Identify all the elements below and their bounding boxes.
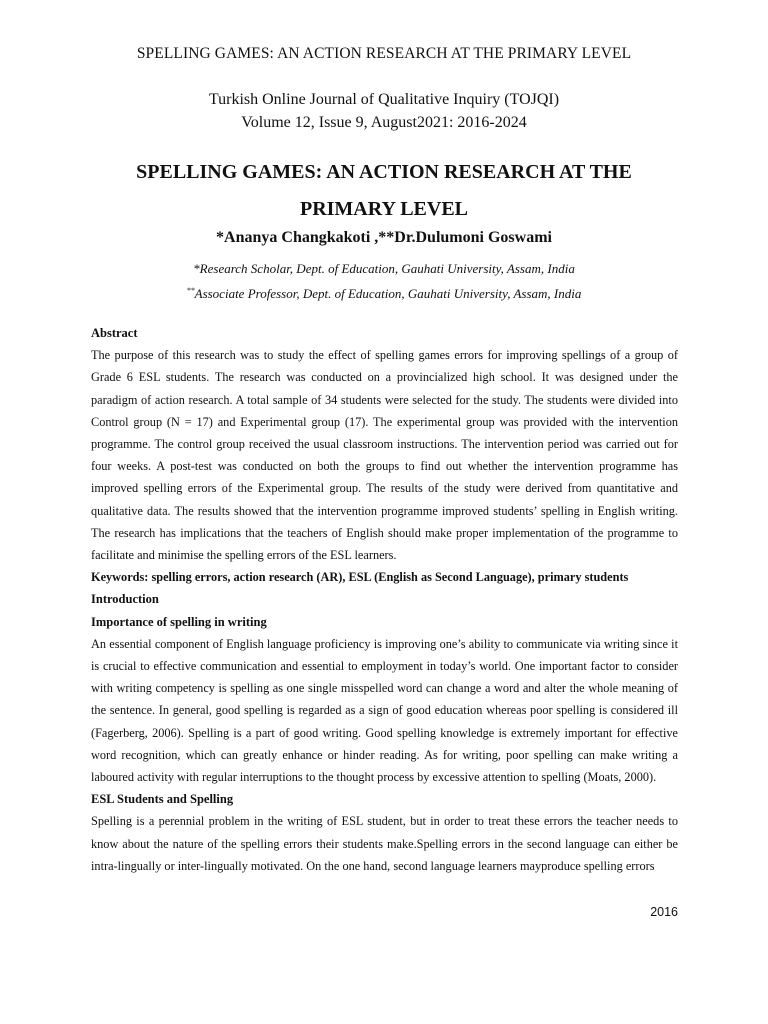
introduction-heading: Introduction: [91, 592, 159, 607]
article-title-line-2: PRIMARY LEVEL: [299, 198, 468, 220]
esl-section-heading: ESL Students and Spelling: [91, 792, 234, 807]
author-list: *Ananya Changkakoti ,**Dr.Dulumoni Goswami: [216, 229, 552, 246]
page-number: 2016: [650, 905, 678, 919]
spelling-importance-subheading: Importance of spelling in writing: [91, 614, 267, 629]
running-header: SPELLING GAMES: AN ACTION RESEARCH AT THE PRIMARY LEVEL: [136, 45, 632, 62]
article-body: [91, 322, 678, 877]
journal-name: Turkish Online Journal of Qualitative Inquiry (TOJQI): [208, 91, 560, 108]
journal-volume: Volume 12, Issue 9, August2021: 2016-2024: [241, 114, 527, 131]
abstract-text: The purpose of this research was to study the effect of spelling games errors for improving spellings of a group of Grade 6 ESL students. The research was conducted on a provincialized high school. It was designed under the paradigm of action research. A total sample of 34 students were selected for the study. The students were divided into Control group (N = 17) and Experimental group (17). The experimental group was provided with the intervention programme. The control group received the usual classroom instructions. The intervention period was carried out for four weeks. A post-test was conducted on both the groups to find out whether the intervention programme has improved spelling errors of the Experimental group. The results of the study were derived from quantitative and qualitative data. The results showed that the intervention programme improved students’ spelling in English writing. The research has implications that the teachers of English should make proper implementation of the programme to facilitate and minimise the spelling errors of the ESL learners.: [91, 348, 678, 563]
journal-info: [0, 88, 768, 134]
article-title: [0, 154, 768, 228]
affiliation-1: *Research Scholar, Dept. of Education, Gauhati University, Assam, India: [193, 261, 575, 276]
esl-section-text: Spelling is a perennial problem in the writing of ESL student, but in order to treat these errors the teacher needs to know about the nature of the spelling errors their students make.Spelling errors in the second language can either be intra-lingually or inter-lingually motivated. On the one hand, second language learners mayproduce spelling errors: [91, 814, 678, 873]
abstract-heading: Abstract: [91, 326, 138, 340]
article-title-line-1: SPELLING GAMES: AN ACTION RESEARCH AT THE: [136, 161, 632, 183]
affiliation-2-marker: **: [186, 286, 195, 295]
affiliation-2-text: Associate Professor, Dept. of Education, Gauhati University, Assam, India: [194, 286, 582, 301]
affiliation-2: [0, 286, 768, 302]
keywords: Keywords: spelling errors, action research (AR), ESL (English as Second Language), primary students: [91, 570, 629, 585]
introduction-text: An essential component of English language proficiency is improving one’s ability to communicate via writing since it is crucial to effective communication and essential to employment in today’s world. One important factor to consider with writing competency is spelling as one single misspelled word can change a word and alter the whole meaning of the sentence. In general, good spelling is regarded as a sign of good education whereas poor spelling is considered ill (Fagerberg, 2006). Spelling is a part of good writing. Good spelling knowledge is extremely important for effective word recognition, which can greatly enhance or hinder reading. As for writing, poor spelling can make writing a laboured activity with regular interruptions to the thought process by excessive attention to spelling (Moats, 2000).: [91, 636, 678, 785]
